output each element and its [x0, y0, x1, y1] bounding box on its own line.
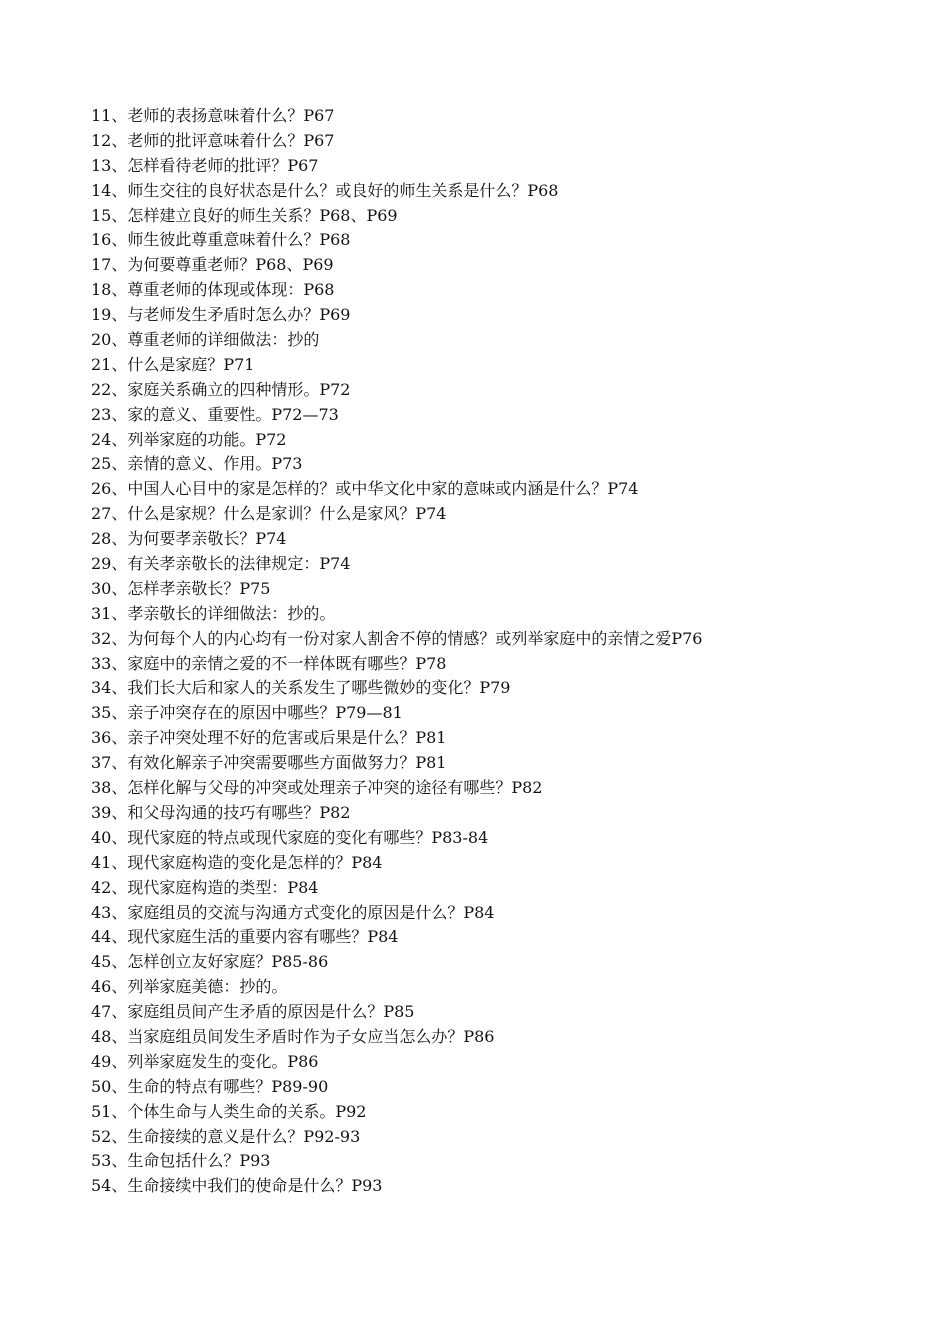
list-item: 41、现代家庭构造的变化是怎样的？P84: [91, 852, 383, 872]
list-item: 17、为何要尊重老师？P68、P69: [91, 255, 334, 275]
list-item: 44、现代家庭生活的重要内容有哪些？P84: [91, 927, 399, 947]
list-item: 48、当家庭组员间发生矛盾时作为子女应当怎么办？P86: [91, 1026, 495, 1046]
list-item: 27、什么是家规？什么是家训？什么是家风？P74: [91, 504, 447, 524]
list-item: 26、中国人心目中的家是怎样的？或中华文化中家的意味或内涵是什么？P74: [91, 479, 639, 499]
list-item: 49、列举家庭发生的变化。P86: [91, 1051, 319, 1071]
list-item: 22、家庭关系确立的四种情形。P72: [91, 379, 351, 399]
list-item: 29、有关孝亲敬长的法律规定：P74: [91, 554, 351, 574]
list-item: 18、尊重老师的体现或体现：P68: [91, 280, 335, 300]
list-item: 47、家庭组员间产生矛盾的原因是什么？P85: [91, 1002, 415, 1022]
list-item: 53、生命包括什么？P93: [91, 1151, 271, 1171]
list-item: 20、尊重老师的详细做法：抄的: [91, 330, 320, 350]
list-item: 11、老师的表扬意味着什么？P67: [91, 106, 335, 125]
list-item: 25、亲情的意义、作用。P73: [91, 454, 303, 474]
list-item: 16、师生彼此尊重意味着什么？P68: [91, 230, 351, 250]
list-item: 38、怎样化解与父母的冲突或处理亲子冲突的途径有哪些？P82: [91, 778, 543, 798]
list-item: 31、孝亲敬长的详细做法：抄的。: [91, 603, 336, 623]
list-item: 50、生命的特点有哪些？P89-90: [91, 1076, 329, 1096]
list-item: 14、师生交往的良好状态是什么？或良好的师生关系是什么？P68: [91, 180, 559, 200]
list-item: 52、生命接续的意义是什么？P92-93: [91, 1126, 361, 1146]
list-item: 40、现代家庭的特点或现代家庭的变化有哪些？P83-84: [91, 827, 489, 847]
list-item: 39、和父母沟通的技巧有哪些？P82: [91, 802, 351, 822]
list-item: 37、有效化解亲子冲突需要哪些方面做努力？P81: [91, 753, 447, 773]
list-item: 35、亲子冲突存在的原因中哪些？P79—81: [91, 703, 403, 723]
list-item: 24、列举家庭的功能。P72: [91, 429, 287, 449]
list-item: 46、列举家庭美德：抄的。: [91, 977, 288, 997]
list-item: 19、与老师发生矛盾时怎么办？P69: [91, 305, 351, 325]
list-item: 33、家庭中的亲情之爱的不一样体既有哪些？P78: [91, 653, 447, 673]
list-item: 23、家的意义、重要性。P72—73: [91, 404, 339, 424]
list-item: 54、生命接续中我们的使命是什么？P93: [91, 1176, 383, 1196]
list-item: 36、亲子冲突处理不好的危害或后果是什么？P81: [91, 728, 447, 748]
list-item: 15、怎样建立良好的师生关系？P68、P69: [91, 205, 398, 225]
list-item: 32、为何每个人的内心均有一份对家人割舍不停的情感？或列举家庭中的亲情之爱P76: [91, 628, 703, 648]
list-item: 43、家庭组员的交流与沟通方式变化的原因是什么？P84: [91, 902, 495, 922]
list-item: 45、怎样创立友好家庭？P85-86: [91, 952, 329, 972]
list-item: 30、怎样孝亲敬长？P75: [91, 578, 271, 598]
list-item: 21、什么是家庭？P71: [91, 354, 255, 374]
list-item: 12、老师的批评意味着什么？P67: [91, 130, 335, 150]
list-item: 51、个体生命与人类生命的关系。P92: [91, 1101, 367, 1121]
question-list: [91, 104, 703, 1199]
list-item: 42、现代家庭构造的类型：P84: [91, 877, 319, 897]
list-item: 28、为何要孝亲敬长？P74: [91, 529, 287, 549]
list-item: 13、怎样看待老师的批评？P67: [91, 155, 319, 175]
list-item: 34、我们长大后和家人的关系发生了哪些微妙的变化？P79: [91, 678, 511, 698]
